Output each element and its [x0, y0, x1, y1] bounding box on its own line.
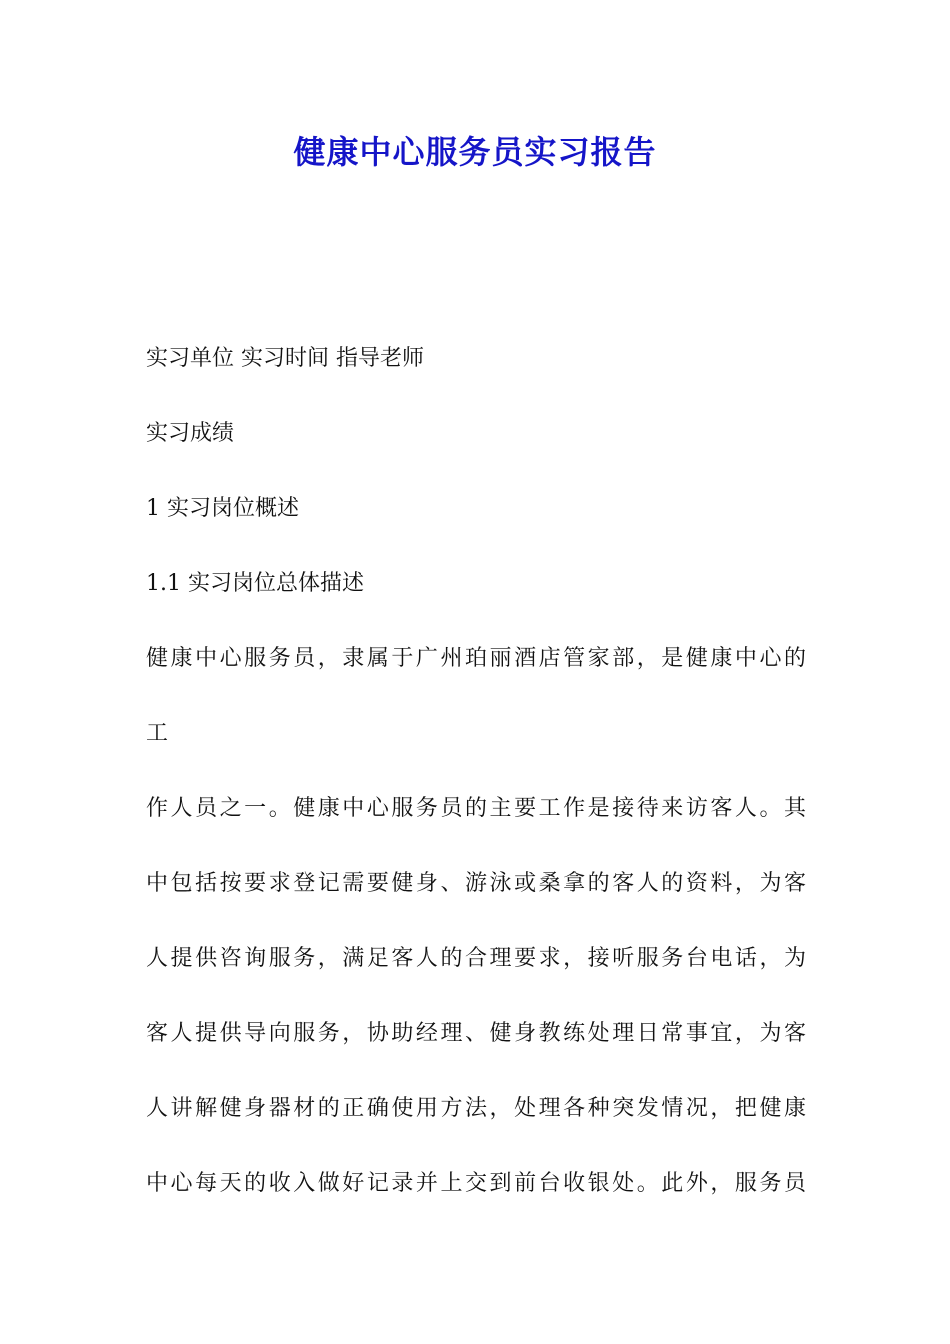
section-heading-1: 1 实习岗位概述: [146, 496, 299, 521]
grade-line: 实习成绩: [146, 421, 235, 446]
paragraph-line: 中心每天的收入做好记录并上交到前台收银处。此外，服务员: [146, 1171, 806, 1196]
paragraph-line: 作人员之一。健康中心服务员的主要工作是接待来访客人。其: [146, 796, 806, 821]
paragraph-line: 人讲解健身器材的正确使用方法，处理各种突发情况，把健康: [146, 1096, 806, 1121]
paragraph-line: 健康中心服务员，隶属于广州珀丽酒店管家部，是健康中心的: [146, 646, 806, 671]
section-heading-1-1: 1.1 实习岗位总体描述: [146, 571, 364, 596]
paragraph-line: 人提供咨询服务，满足客人的合理要求，接听服务台电话，为: [146, 946, 806, 971]
paragraph-line: 客人提供导向服务，协助经理、健身教练处理日常事宜，为客: [146, 1021, 806, 1046]
document-title: 健康中心服务员实习报告: [293, 133, 657, 171]
meta-line: 实习单位 实习时间 指导老师: [146, 346, 424, 371]
paragraph-line: 中包括按要求登记需要健身、游泳或桑拿的客人的资料，为客: [146, 871, 806, 896]
paragraph-line: 工: [146, 721, 169, 746]
